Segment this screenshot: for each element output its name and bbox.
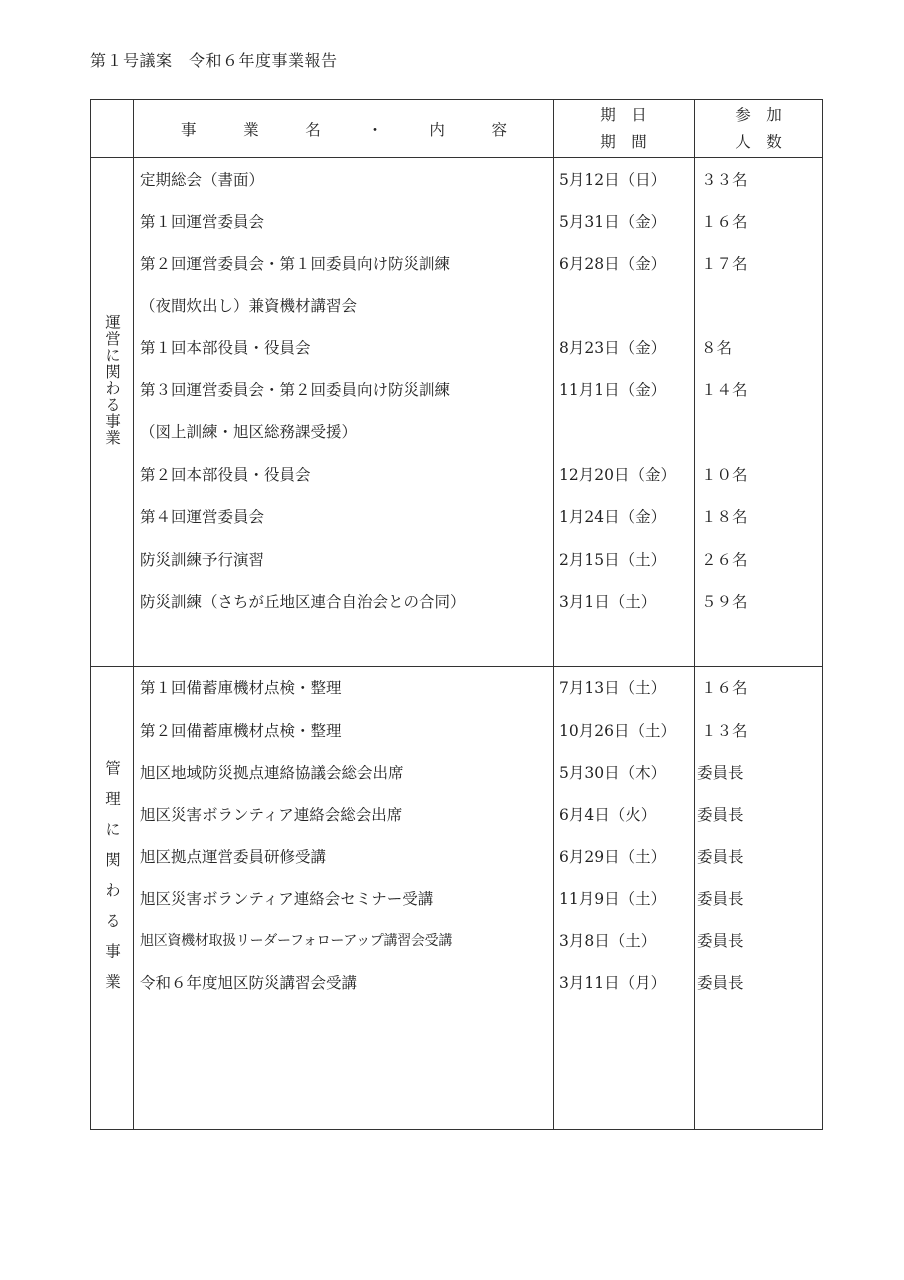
business-report-table [90,99,823,1130]
row-business-name: （図上訓練・旭区総務課受援） [140,423,358,441]
section-divider [91,666,822,667]
row-business-name: 旭区災害ボランティア連絡会総会出席 [140,806,403,824]
row-participants: ３３名 [701,171,748,189]
header-char: 事 [181,121,197,139]
column-divider [133,100,134,1129]
row-date: 10月26日（土） [559,722,676,740]
header-divider [91,157,822,158]
row-date: 8月23日（金） [559,339,667,357]
row-participants: １３名 [701,722,748,740]
row-participants: ８名 [701,339,733,357]
row-participants: 委員長 [697,848,744,866]
document-title: 第１号議案 令和６年度事業報告 [90,51,338,70]
row-business-name: 防災訓練予行演習 [140,551,265,569]
row-business-name: 第３回運営委員会・第２回委員向け防災訓練 [140,381,451,399]
row-participants: 委員長 [697,806,744,824]
row-business-name: 定期総会（書面） [140,171,265,189]
section-label-management: 管理に関わる事業 [103,760,121,1004]
header-char: 容 [491,121,507,139]
row-date: 6月28日（金） [559,255,667,273]
row-participants: １４名 [701,381,748,399]
header-count-line2: 人 数 [735,133,782,151]
row-business-name: 防災訓練（さちが丘地区連合自治会との合同） [140,593,466,611]
row-business-name: 第４回運営委員会 [140,508,265,526]
row-date: 3月8日（土） [559,932,657,950]
header-char: 業 [243,121,259,139]
row-date: 3月1日（土） [559,593,657,611]
row-business-name: 第１回備蓄庫機材点検・整理 [140,679,342,697]
row-business-name: 旭区災害ボランティア連絡会セミナー受講 [140,890,434,908]
row-business-name: 令和６年度旭区防災講習会受講 [140,974,358,992]
row-business-name: 第２回本部役員・役員会 [140,466,311,484]
row-participants: ５９名 [701,593,748,611]
row-date: 6月4日（火） [559,806,657,824]
row-date: 6月29日（土） [559,848,667,866]
row-business-name: 第２回運営委員会・第１回委員向け防災訓練 [140,255,451,273]
header-char: ・ [367,121,383,139]
row-participants: １６名 [701,213,748,231]
row-date: 2月15日（土） [559,551,667,569]
row-participants: １８名 [701,508,748,526]
row-date: 7月13日（土） [559,679,667,697]
row-participants: 委員長 [697,890,744,908]
row-participants: １０名 [701,466,748,484]
row-date: 11月1日（金） [559,381,667,399]
row-date: 3月11日（月） [559,974,667,992]
row-participants: 委員長 [697,764,744,782]
row-business-name: 第１回運営委員会 [140,213,265,231]
row-date: 5月12日（日） [559,171,667,189]
row-business-name: 第１回本部役員・役員会 [140,339,311,357]
header-date-line2: 期 間 [600,133,647,151]
row-business-name: 旭区拠点運営委員研修受講 [140,848,327,866]
row-business-name: （夜間炊出し）兼資機材講習会 [140,297,358,315]
header-date-line1: 期 日 [600,106,647,124]
row-business-name: 旭区資機材取扱リーダーフォローアップ講習会受講 [140,933,453,949]
section-label-operations: 運営に関わる事業 [103,314,121,446]
row-date: 5月30日（木） [559,764,667,782]
row-participants: １７名 [701,255,748,273]
row-date: 1月24日（金） [559,508,667,526]
row-date: 5月31日（金） [559,213,667,231]
header-count-line1: 参 加 [735,106,782,124]
row-participants: 委員長 [697,974,744,992]
row-date: 12月20日（金） [559,466,676,484]
column-divider [694,100,695,1129]
header-char: 名 [305,121,321,139]
row-participants: ２６名 [701,551,748,569]
header-business-name [181,120,507,140]
column-divider [553,100,554,1129]
row-participants: １６名 [701,679,748,697]
header-char: 内 [429,121,445,139]
row-business-name: 第２回備蓄庫機材点検・整理 [140,722,342,740]
row-participants: 委員長 [697,932,744,950]
row-business-name: 旭区地域防災拠点連絡協議会総会出席 [140,764,404,782]
row-date: 11月9日（土） [559,890,667,908]
